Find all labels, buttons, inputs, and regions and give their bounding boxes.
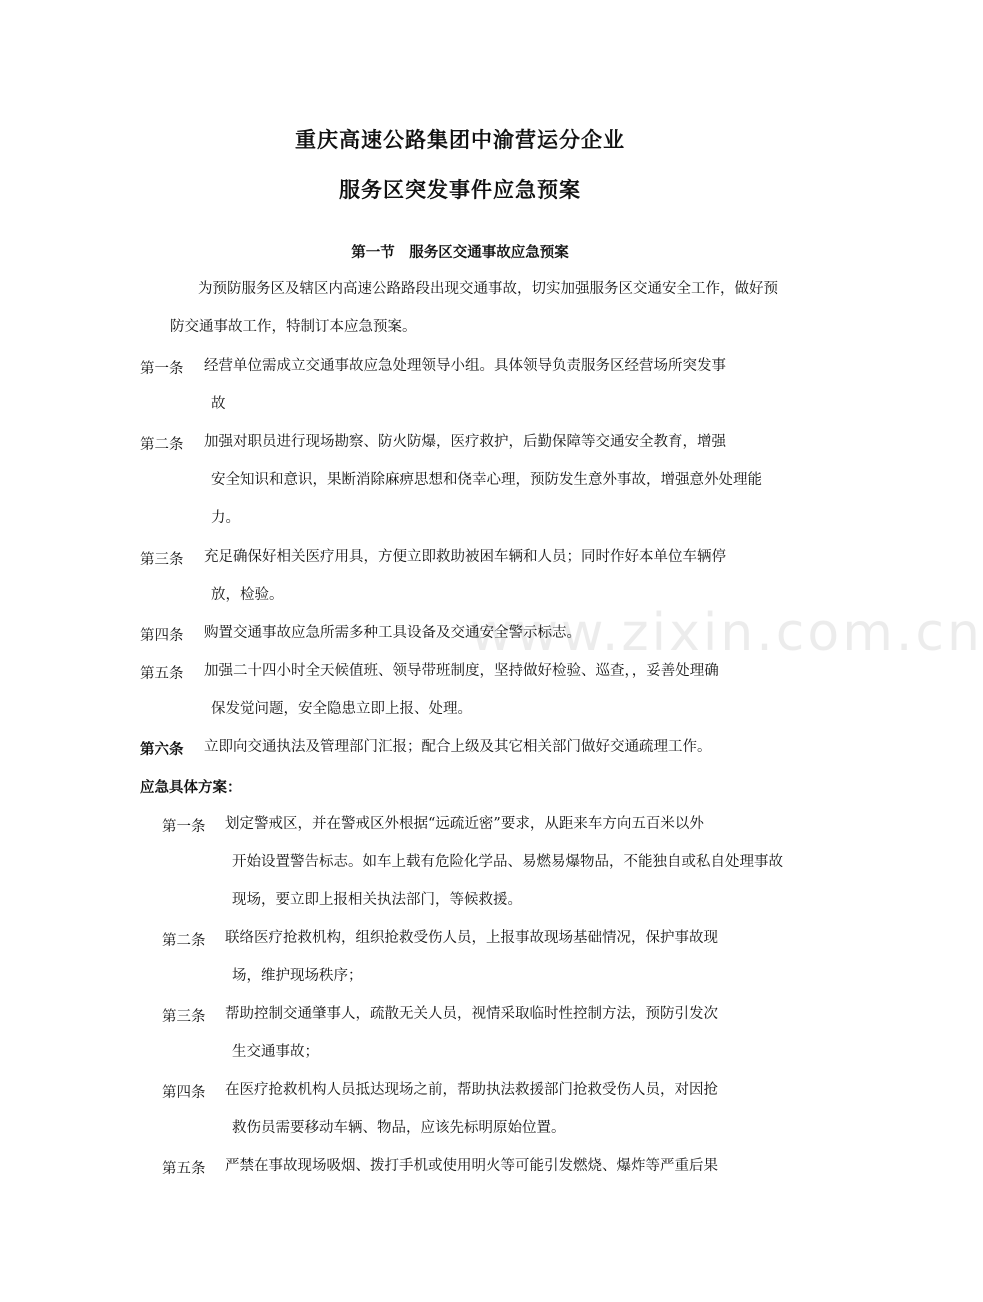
document-title-line2: 服务区突发事件应急预案 <box>339 178 581 202</box>
article-5-rest: 保发觉问题，安全隐患立即上报、处理。 <box>211 701 472 717</box>
article-6-label: 第六条 <box>140 742 184 758</box>
plan-article-3-line1: 帮助控制交通肇事人，疏散无关人员，视情采取临时性控制方法，预防引发次 <box>225 1006 718 1022</box>
watermark: www.zixin.com.cn <box>470 603 983 663</box>
article-6-line1: 立即向交通执法及管理部门汇报；配合上级及其它相关部门做好交通疏理工作。 <box>204 739 712 755</box>
plan-article-4-rest: 救伤员需要移动车辆、物品，应该先标明原始位置。 <box>232 1120 566 1136</box>
article-3-label: 第三条 <box>140 552 184 568</box>
plan-article-4-label: 第四条 <box>162 1085 206 1101</box>
section-title: 第一节 服务区交通事故应急预案 <box>351 245 569 261</box>
plan-article-5-line1: 严禁在事故现场吸烟、拨打手机或使用明火等可能引发燃烧、爆炸等严重后果 <box>225 1158 718 1174</box>
article-5-line1: 加强二十四小时全天候值班、领导带班制度，坚持做好检验、巡查，，妥善处理确 <box>204 663 719 679</box>
plan-article-2-rest: 场，维护现场秩序； <box>232 968 363 984</box>
article-5-text <box>204 652 786 728</box>
article-4-label: 第四条 <box>140 628 184 644</box>
plan-article-1-rest: 开始设置警告标志。如车上载有危险化学品、易燃易爆物品，不能独自或私自处理事故现场，要立即上报相关执法部门，等候救援。 <box>232 854 783 908</box>
article-1-label: 第一条 <box>140 361 184 377</box>
article-5-label: 第五条 <box>140 666 184 682</box>
plan-heading: 应急具体方案： <box>140 780 242 796</box>
plan-article-3-text <box>225 995 787 1071</box>
plan-article-1-text <box>225 805 787 919</box>
article-1-line1: 经营单位需成立交通事故应急处理领导小组。具体领导负责服务区经营场所突发事 <box>204 358 726 374</box>
plan-article-4-line1: 在医疗抢救机构人员抵达现场之前，帮助执法救援部门抢救受伤人员，对因抢 <box>225 1082 718 1098</box>
plan-article-2-line1: 联络医疗抢救机构，组织抢救受伤人员，上报事故现场基础情况，保护事故现 <box>225 930 718 946</box>
plan-article-2-text <box>225 919 787 995</box>
plan-article-5-label: 第五条 <box>162 1161 206 1177</box>
plan-article-1-line1: 划定警戒区，并在警戒区外根据“远疏近密”要求，从距来车方向五百米以外 <box>225 816 704 832</box>
plan-article-5-text <box>225 1147 787 1185</box>
article-1-rest: 故 <box>211 396 226 412</box>
intro-paragraph: 为预防服务区及辖区内高速公路路段出现交通事故，切实加强服务区交通安全工作，做好预防交通事故工作，特制订本应急预案。 <box>170 281 778 335</box>
article-1-text <box>204 347 786 423</box>
article-2-label: 第二条 <box>140 437 184 453</box>
article-2-line1: 加强对职员进行现场勘察、防火防爆，医疗救护，后勤保障等交通安全教育，增强 <box>204 434 726 450</box>
document-title-line1: 重庆高速公路集团中渝营运分企业 <box>295 128 625 152</box>
plan-article-3-label: 第三条 <box>162 1009 206 1025</box>
article-6-text <box>204 728 786 766</box>
article-2-text <box>204 423 786 537</box>
article-3-line1: 充足确保好相关医疗用具，方便立即救助被困车辆和人员；同时作好本单位车辆停 <box>204 549 726 565</box>
article-4-line1: 购置交通事故应急所需多种工具设备及交通安全警示标志。 <box>204 625 581 641</box>
plan-article-1-label: 第一条 <box>162 819 206 835</box>
article-3-rest: 放，检验。 <box>211 587 284 603</box>
plan-article-2-label: 第二条 <box>162 933 206 949</box>
plan-article-4-text <box>225 1071 787 1147</box>
plan-article-3-rest: 生交通事故； <box>232 1044 319 1060</box>
article-2-rest: 安全知识和意识，果断消除麻痹思想和侥幸心理，预防发生意外事故，增强意外处理能力。 <box>211 472 762 526</box>
